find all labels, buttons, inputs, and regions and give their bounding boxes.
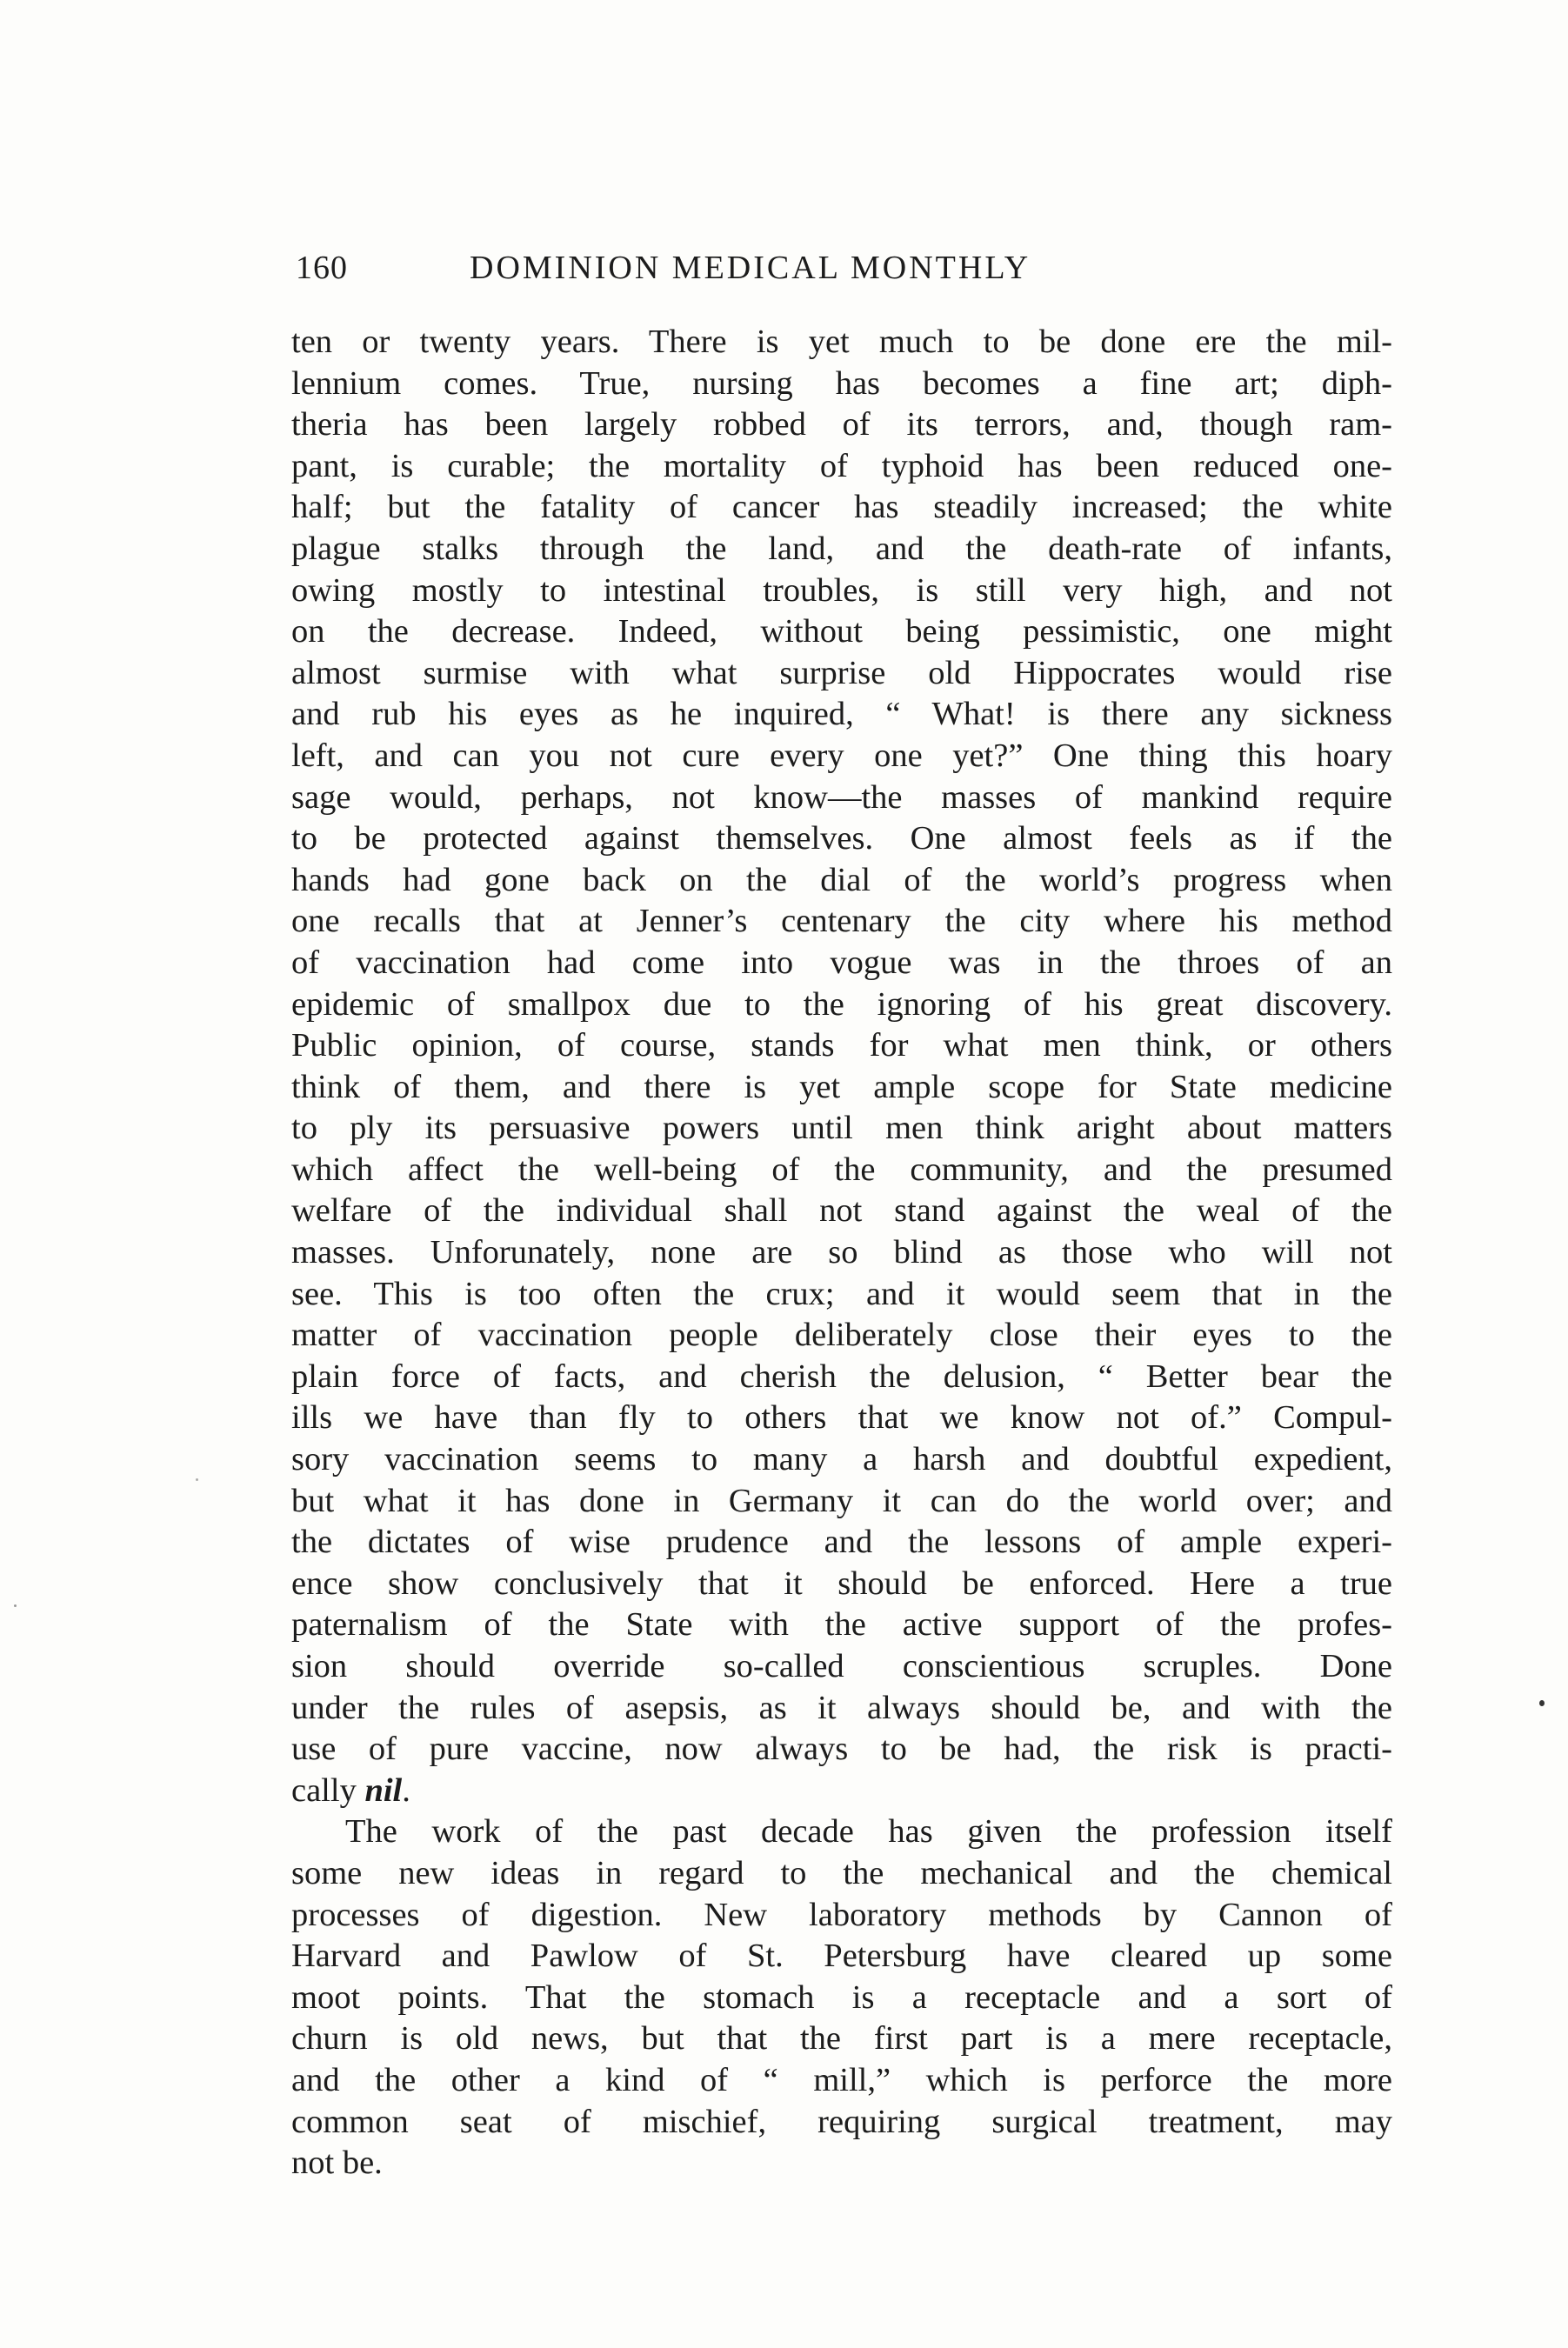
text-line: almost surmise with what surprise old Hippocrates would rise (291, 654, 1392, 691)
text-line: moot points. That the stomach is a receptacle and a sort of (291, 1978, 1392, 2016)
text-line: ills we have than fly to others that we know not of.” Compul- (291, 1399, 1392, 1437)
text-line: owing mostly to intestinal troubles, is still very high, and not (291, 571, 1392, 609)
text-line: half; but the fatality of cancer has steadily increased; the white (291, 489, 1392, 526)
running-head (296, 249, 1426, 297)
text-line: common seat of mischief, requiring surgical treatment, may (291, 2103, 1392, 2140)
text-line: and rub his eyes as he inquired, “ What! is there any sickness (291, 696, 1392, 733)
text-line: to be protected against themselves. One almost feels as if the (291, 820, 1392, 857)
text-line: hands had gone back on the dial of the world’s progress when (291, 861, 1392, 898)
body-text (291, 322, 1392, 2185)
text-line: paternalism of the State with the active support of the profes- (291, 1606, 1392, 1644)
text-line: masses. Unforunately, none are so blind as those who will not (291, 1234, 1392, 1271)
text-line: not be. (291, 2145, 383, 2182)
page-number: 160 (296, 250, 348, 286)
paragraph (291, 322, 1392, 1811)
text-line: epidemic of smallpox due to the ignoring of his great discovery. (291, 985, 1392, 1023)
text-line: sory vaccination seems to many a harsh and doubtful expedient, (291, 1441, 1392, 1478)
text-line: processes of digestion. New laboratory methods by Cannon of (291, 1896, 1392, 1933)
text-line: ence show conclusively that it should be enforced. Here a true (291, 1564, 1392, 1602)
journal-title: DOMINION MEDICAL MONTHLY (470, 250, 1031, 286)
text-line: The work of the past decade has given the profession itself (345, 1813, 1392, 1851)
text-line: some new ideas in regard to the mechanical and the chemical (291, 1854, 1392, 1891)
print-speck (1539, 1700, 1545, 1706)
emphasis: nil (364, 1771, 403, 1809)
text-line: and the other a kind of “ mill,” which is perforce the more (291, 2061, 1392, 2098)
text-line: lennium comes. True, nursing has becomes a fine art; diph- (291, 364, 1392, 402)
print-speck (196, 1478, 198, 1481)
text-line: of vaccination had come into vogue was in the throes of an (291, 944, 1392, 981)
text-line: welfare of the individual shall not stand against the weal of the (291, 1192, 1392, 1230)
text-line: matter of vaccination people deliberately close their eyes to the (291, 1317, 1392, 1354)
text-line: pant, is curable; the mortality of typhoid has been reduced one- (291, 447, 1392, 484)
text-line: Public opinion, of course, stands for what men think, or others (291, 1027, 1392, 1064)
text-line: use of pure vaccine, now always to be had, the risk is practi- (291, 1731, 1392, 1768)
text-line: on the decrease. Indeed, without being pessimistic, one might (291, 613, 1392, 650)
text-line: but what it has done in Germany it can do the world over; and (291, 1482, 1392, 1519)
text-line: which affect the well-being of the community, and the presumed (291, 1151, 1392, 1188)
text-line: to ply its persuasive powers until men think aright about matters (291, 1110, 1392, 1147)
text-line: ten or twenty years. There is yet much to be done ere the mil- (291, 324, 1392, 360)
text-line: under the rules of asepsis, as it always should be, and with the (291, 1689, 1392, 1726)
text-line: left, and can you not cure every one yet?” One thing this hoary (291, 737, 1392, 774)
text-line: one recalls that at Jenner’s centenary the city where his method (291, 903, 1392, 940)
paragraph (291, 1811, 1392, 2184)
text-line: theria has been largely robbed of its terrors, and, though ram- (291, 406, 1392, 444)
text-line: Harvard and Pawlow of St. Petersburg have cleared up some (291, 1938, 1392, 1975)
text-line: sion should override so-called conscientious scruples. Done (291, 1648, 1392, 1684)
text-line: the dictates of wise prudence and the lessons of ample experi- (291, 1524, 1392, 1561)
print-speck (14, 1604, 17, 1607)
text-line: think of them, and there is yet ample scope for State medicine (291, 1068, 1392, 1105)
text-line: plain force of facts, and cherish the delusion, “ Better bear the (291, 1357, 1392, 1395)
text-line: churn is old news, but that the first part is a mere receptacle, (291, 2020, 1392, 2058)
text-line: sage would, perhaps, not know—the masses of mankind require (291, 778, 1392, 816)
text-line: see. This is too often the crux; and it would seem that in the (291, 1275, 1392, 1312)
text-line: cally nil. (291, 1771, 410, 1809)
text-line: plague stalks through the land, and the death-rate of infants, (291, 530, 1392, 567)
